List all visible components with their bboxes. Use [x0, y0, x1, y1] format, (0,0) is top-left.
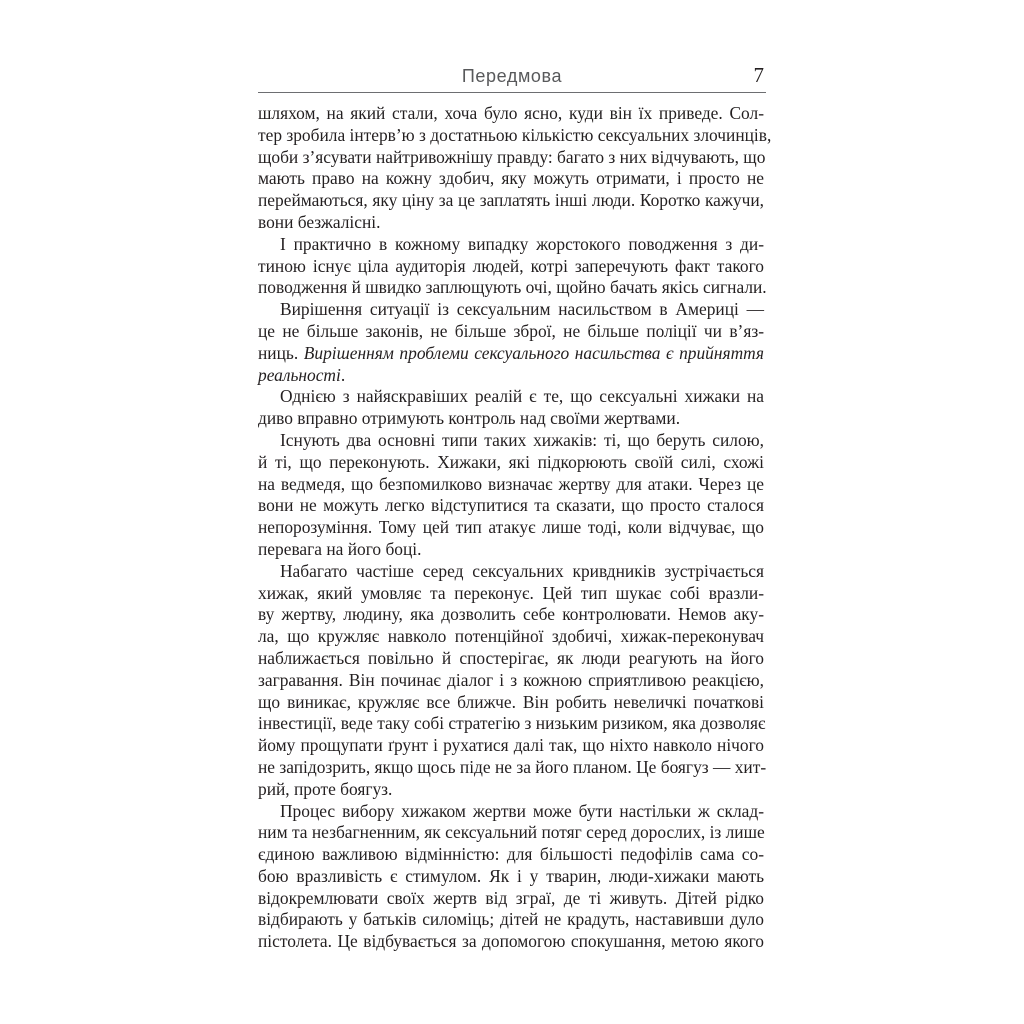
text-line: Процес вибору хижаком жертви може бути настільки ж склад-: [280, 800, 764, 821]
text-line: Вирішення ситуації із сексуальним насильством в Америці —: [280, 299, 764, 320]
text-line: Однією з найяскравіших реалій є те, що сексуальні хижаки на: [280, 386, 764, 407]
italic-run: реальності: [258, 364, 341, 385]
text-line: відокремлювати своїх жертв від зграї, де ті живуть. Дітей рідко: [258, 887, 764, 908]
body-text: [258, 103, 772, 953]
text-line: Набагато частіше серед сексуальних кривдників зустрічається: [280, 560, 764, 581]
text-line: диво вправно отримують контроль над своїми жертвами.: [258, 408, 681, 429]
text-line-mixed: [258, 365, 764, 387]
text-line: І практично в кожному випадку жорстокого поводження з ди-: [280, 233, 764, 254]
text-line: хижак, який умовляє та переконує. Цей тип шукає собі вразли-: [258, 582, 764, 603]
text-line: непорозуміння. Тому цей тип атакує лише тоді, коли відчуває, що: [258, 517, 764, 538]
text-run: ниць.: [258, 342, 304, 363]
text-line: Існують два основні типи таких хижаків: ті, що беруть силою,: [280, 429, 764, 450]
text-line: тиною існує ціла аудиторія людей, котрі заперечують факт такого: [258, 255, 764, 276]
text-line: не запідозрить, якщо щось піде не за його планом. Це боягуз — хит-: [258, 756, 767, 777]
text-line: інвестиції, веде таку собі стратегію з низьким ризиком, яка дозволяє: [258, 713, 766, 734]
italic-run: Вирішенням проблеми сексуального насильства є прийняття: [303, 342, 764, 363]
text-line: поводження й швидко заплющують очі, щойно бачать якісь сигнали.: [258, 277, 767, 298]
text-line: ву жертву, людину, яка дозволить себе контролювати. Немов аку-: [258, 604, 764, 625]
text-line: переймаються, яку ціну за це заплатять інші люди. Коротко кажучи,: [258, 190, 764, 211]
text-line: й ті, що переконують. Хижаки, які підкорюють своїй силі, схожі: [258, 451, 764, 472]
text-line: бою вразливість є стимулом. Як і у тварин, люди-хижаки мають: [258, 865, 764, 886]
text-line: наближається повільно й спостерігає, як люди реагують на його: [258, 647, 764, 668]
text-line: вони не можуть легко відступитися та сказати, що просто сталося: [258, 495, 764, 516]
text-line: тер зробила інтерв’ю з достатньою кількістю сексуальних злочинців,: [258, 124, 772, 145]
text-line: вони безжалісні.: [258, 211, 381, 232]
text-line-mixed: [258, 343, 764, 365]
text-line: мають право на кожну здобич, яку можуть отримати, і просто не: [258, 168, 764, 189]
text-line: на ведмедя, що безпомилково визначає жертву для атаки. Через це: [258, 473, 764, 494]
text-line: загравання. Він починає діалог і з кожною сприятливою реакцією,: [258, 669, 764, 690]
text-line: що виникає, кружляє все ближче. Він робить невеличкі початкові: [258, 691, 764, 712]
text-line: єдиною важливою відмінністю: для більшості педофілів сама со-: [258, 844, 764, 865]
text-line: це не більше законів, не більше зброї, не більше поліції чи в’яз-: [258, 320, 764, 341]
running-title: Передмова: [461, 66, 563, 86]
text-line: ним та незбагненним, як сексуальний потяг серед дорослих, із лише: [258, 822, 765, 843]
text-line: рий, проте боягуз.: [258, 778, 393, 799]
text-run: .: [340, 364, 346, 385]
text-line: шляхом, на який стали, хоча було ясно, куди він їх приведе. Сол-: [258, 103, 764, 123]
text-line: йому прощупати ґрунт і рухатися далі так, що ніхто навколо нічого: [258, 735, 764, 756]
page-number: 7: [753, 63, 764, 87]
text-line: ла, що кружляє навколо потенційної здобичі, хижак-переконувач: [258, 626, 764, 647]
text-line: перевага на його боці.: [258, 538, 422, 559]
text-line: пістолета. Це відбувається за допомогою спокушання, метою якого: [258, 931, 764, 952]
text-line: відбирають у батьків силоміць; дітей не крадуть, наставивши дуло: [258, 909, 764, 930]
running-header: [258, 62, 766, 93]
text-line: щоби з’ясувати найтривожнішу правду: багато з них відчувають, що: [258, 146, 766, 167]
